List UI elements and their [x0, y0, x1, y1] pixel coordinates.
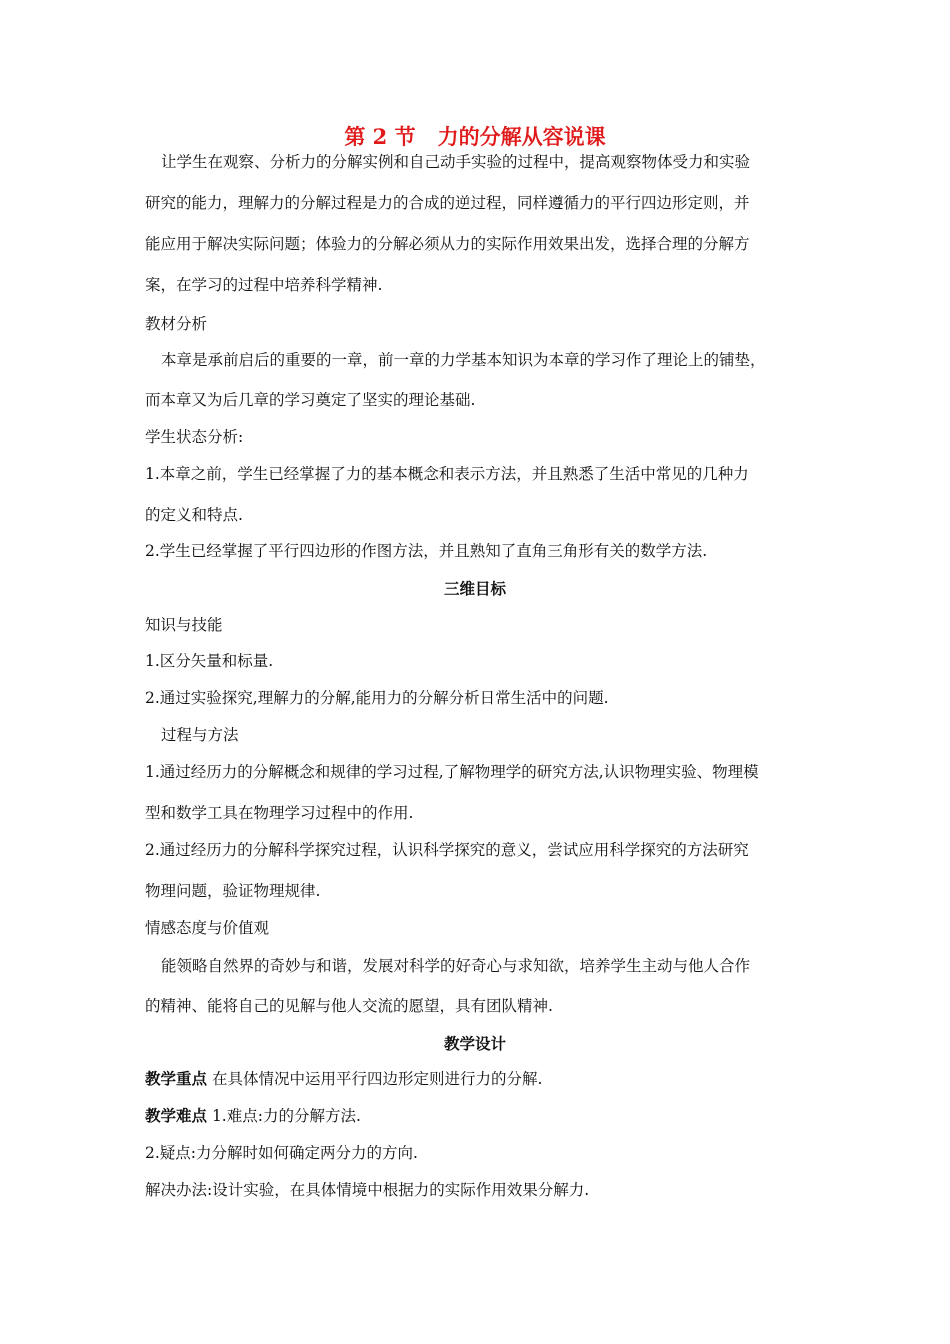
emotion-heading: 情感态度与价值观 — [145, 919, 270, 937]
knowledge-line-1: 1.区分矢量和标量. — [145, 652, 274, 670]
doubt-line: 2.疑点:力分解时如何确定两分力的方向. — [145, 1144, 418, 1162]
difficulty-label: 教学难点 — [145, 1106, 208, 1125]
goals-heading: 三维目标 — [443, 579, 506, 598]
process-line-3: 2.通过经历力的分解科学探究过程，认识科学探究的意义，尝试应用科学探究的方法研究 — [145, 841, 749, 859]
key-point-label: 教学重点 — [145, 1069, 208, 1088]
teaching-key-point — [145, 1069, 815, 1089]
student-line-2: 的定义和特点. — [145, 506, 243, 524]
knowledge-line-2: 2.通过实验探究,理解力的分解,能用力的分解分析日常生活中的问题. — [145, 689, 609, 707]
title-main: 力的分解从容说课 — [437, 124, 606, 149]
emotion-line-2: 的精神、能将自己的见解与他人交流的愿望，具有团队精神. — [145, 997, 553, 1015]
intro-line-4: 案，在学习的过程中培养科学精神. — [145, 276, 383, 294]
process-line-2: 型和数学工具在物理学习过程中的作用. — [145, 804, 414, 822]
student-line-1: 1.本章之前，学生已经掌握了力的基本概念和表示方法，并且熟悉了生活中常见的几种力 — [145, 465, 749, 483]
student-line-3: 2.学生已经掌握了平行四边形的作图方法，并且熟知了直角三角形有关的数学方法. — [145, 542, 708, 560]
title-section-number: 第 2 节 — [344, 124, 416, 149]
intro-line-3: 能应用于解决实际问题；体验力的分解必须从力的实际作用效果出发，选择合理的分解方 — [145, 235, 750, 253]
process-line-1: 1.通过经历力的分解概念和规律的学习过程,了解物理学的研究方法,认识物理实验、物理模 — [145, 763, 759, 781]
key-point-text: 在具体情况中运用平行四边形定则进行力的分解. — [207, 1070, 543, 1088]
difficulty-text: 1.难点:力的分解方法. — [207, 1107, 361, 1125]
solution-line: 解决办法:设计实验，在具体情境中根据力的实际作用效果分解力. — [145, 1181, 590, 1199]
teaching-difficulty — [145, 1106, 815, 1126]
intro-line-2: 研究的能力，理解力的分解过程是力的合成的逆过程，同样遵循力的平行四边形定则，并 — [145, 194, 750, 212]
student-analysis-heading: 学生状态分析: — [145, 428, 244, 446]
knowledge-heading: 知识与技能 — [145, 616, 223, 634]
document-title — [145, 124, 805, 150]
emotion-line-1: 能领略自然界的奇妙与和谐，发展对科学的好奇心与求知欲，培养学生主动与他人合作 — [161, 957, 751, 975]
textbook-line-2: 而本章又为后几章的学习奠定了坚实的理论基础. — [145, 391, 476, 409]
intro-line-1: 让学生在观察、分析力的分解实例和自己动手实验的过程中，提高观察物体受力和实验 — [161, 153, 751, 171]
teaching-design-heading: 教学设计 — [443, 1034, 506, 1053]
process-heading: 过程与方法 — [161, 726, 239, 744]
textbook-line-1: 本章是承前启后的重要的一章，前一章的力学基本知识为本章的学习作了理论上的铺垫， — [161, 351, 766, 369]
textbook-analysis-heading: 教材分析 — [145, 315, 208, 333]
process-line-4: 物理问题，验证物理规律. — [145, 882, 321, 900]
